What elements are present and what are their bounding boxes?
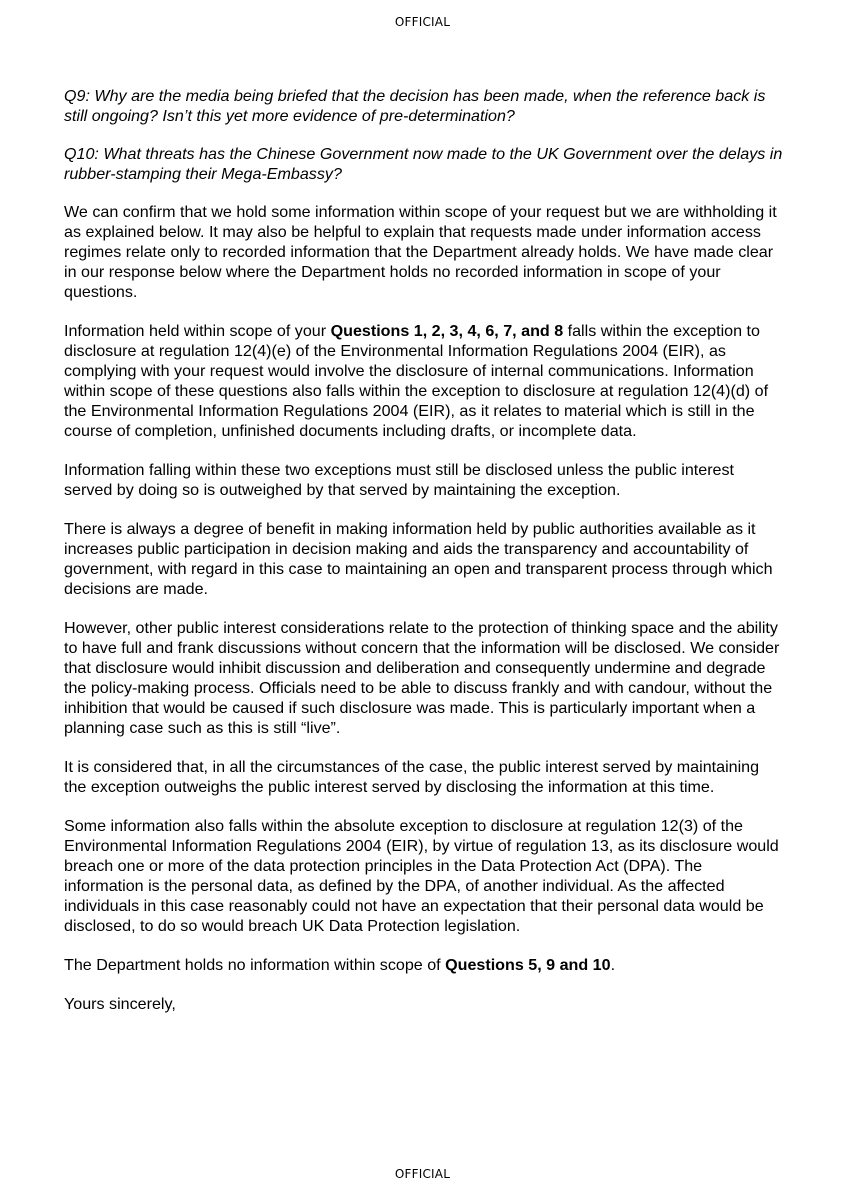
paragraph-exceptions-text-post: falls within the exception to disclosure at regulation 12(4)(e) of the Environmental Information Regulations 2004 (EIR), as complying with your request would involve the disclosure of internal communications. Information within scope of these questions also falls within the exception to disclosure at regulation 12(4)(d) of the Environmental Information Regulations 2004 (EIR), as it relates to material which is still in the course of completion, unfinished documents including drafts, or incomplete data. <box>64 322 769 440</box>
letter-body <box>64 86 784 1033</box>
paragraph-benefit-of-disclosure: There is always a degree of benefit in making information held by public authorities available as it increases public participation in decision making and aids the transparency and accountability of government, with regard in this case to maintaining an open and transparent process through which decisions are made. <box>64 520 773 598</box>
closing-salutation: Yours sincerely, <box>64 995 176 1013</box>
paragraph-personal-data: Some information also falls within the absolute exception to disclosure at regulation 12(3) of the Environmental Information Regulations 2004 (EIR), by virtue of regulation 13, as its disclosure would breach one or more of the data protection principles in the Data Protection Act (DPA). The information is the personal data, as defined by the DPA, of another individual. As the affected individuals in this case reasonably could not have an expectation that their personal data would be disclosed, to do so would breach UK Data Protection legislation. <box>64 817 779 935</box>
header-security-marking: OFFICIAL <box>394 15 451 29</box>
footer-security-marking: OFFICIAL <box>394 1167 451 1181</box>
paragraph-public-interest-test: Information falling within these two exceptions must still be disclosed unless the public interest served by doing so is outweighed by that served by maintaining the exception. <box>64 461 735 499</box>
paragraph-hold-information: We can confirm that we hold some information within scope of your request but we are withholding it as explained below. It may also be helpful to explain that requests made under information access regimes relate only to recorded information that the Department already holds. We have made clear in our response below where the Department holds no recorded information in scope of your questions. <box>64 203 777 301</box>
paragraph-thinking-space: However, other public interest considerations relate to the protection of thinking space and the ability to have full and frank discussions without concern that the information will be disclosed. We consider that disclosure would inhibit discussion and deliberation and consequently undermine and degrade the policy-making process. Officials need to be able to discuss frankly and with candour, without the inhibition that would be caused if such disclosure was made. This is particularly important when a planning case such as this is still “live”. <box>64 619 780 737</box>
paragraph-no-information-held <box>64 955 784 975</box>
no-information-text-post: . <box>610 956 616 974</box>
question-10: Q10: What threats has the Chinese Government now made to the UK Government over the delays in rubber-stamping their Mega-Embassy? <box>64 145 783 183</box>
paragraph-exceptions-text-pre: Information held within scope of your <box>64 322 331 340</box>
paragraph-balance-conclusion: It is considered that, in all the circumstances of the case, the public interest served by maintaining the exception outweighs the public interest served by disclosing the information at this time. <box>64 758 760 796</box>
questions-reference-1-8: Questions 1, 2, 3, 4, 6, 7, and 8 <box>330 322 564 340</box>
question-9: Q9: Why are the media being briefed that the decision has been made, when the reference back is still ongoing? Isn’t this yet more evidence of pre-determination? <box>64 87 766 125</box>
questions-reference-5-9-10: Questions 5, 9 and 10 <box>445 956 611 974</box>
paragraph-exceptions-12-4 <box>64 321 784 441</box>
no-information-text-pre: The Department holds no information within scope of <box>64 956 446 974</box>
